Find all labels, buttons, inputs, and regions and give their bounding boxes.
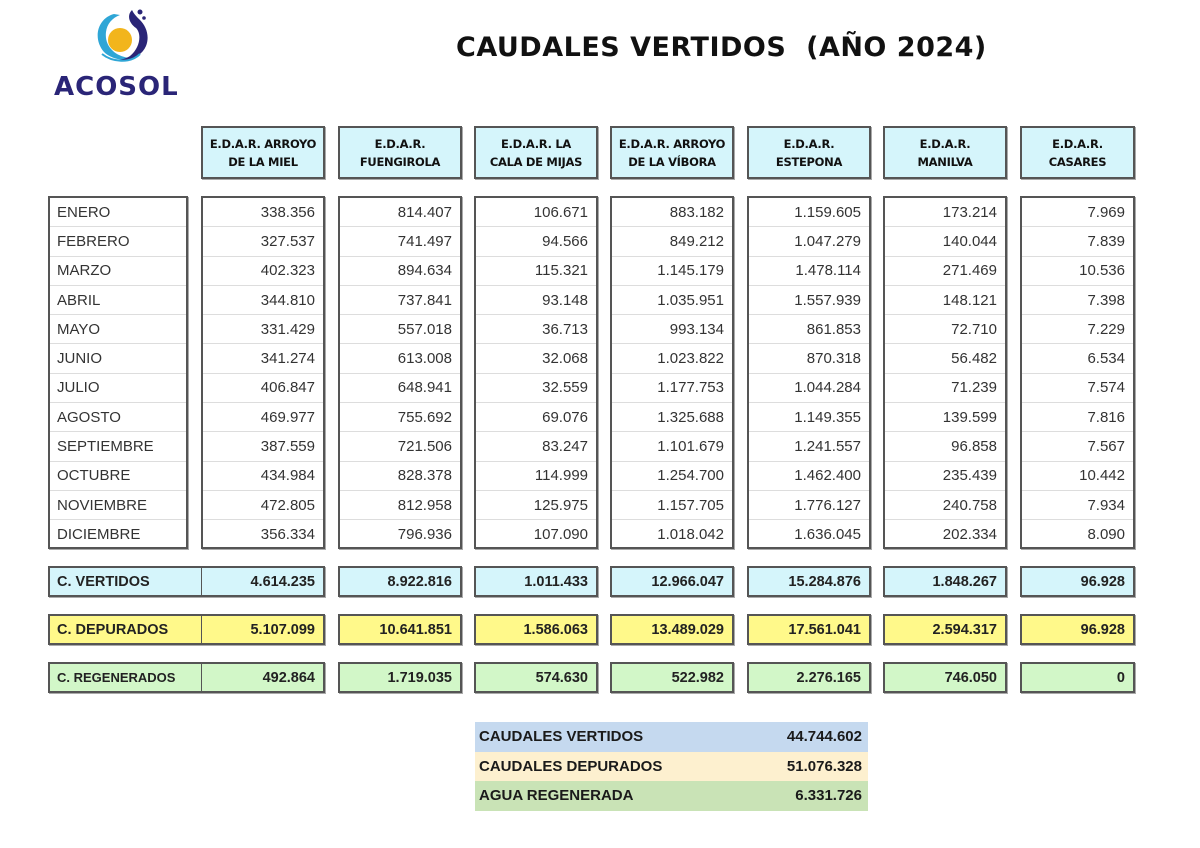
summary-table: [475, 722, 868, 811]
plant-data-column: [747, 196, 871, 549]
monthly-value-cell: 721.506: [340, 432, 460, 461]
monthly-value-cell: 356.334: [260, 526, 315, 544]
page-title: CAUDALES VERTIDOS (AÑO 2024): [456, 32, 987, 63]
month-label: MARZO: [50, 257, 186, 286]
monthly-value-cell: 106.671: [476, 198, 596, 227]
plant-data-column: [474, 196, 598, 549]
total-depurados-cell: 5.107.099: [201, 614, 325, 645]
total-regenerados-cell: 492.864: [201, 662, 325, 693]
summary-label: CAUDALES VERTIDOS: [479, 728, 644, 746]
plant-data-column: [883, 196, 1007, 549]
monthly-value-cell: 7.934: [1022, 491, 1133, 520]
total-label-regenerados: C. REGENERADOS: [48, 662, 202, 693]
plant-header-manilva: E.D.A.R. MANILVA: [883, 126, 1007, 179]
total-depurados-cell: 13.489.029: [610, 614, 734, 645]
monthly-value-cell: 1.177.753: [612, 374, 732, 403]
monthly-value-cell: 814.407: [340, 198, 460, 227]
monthly-value-cell: 1.035.951: [612, 286, 732, 315]
monthly-value-cell: 434.984: [203, 462, 323, 491]
monthly-value-cell: 7.574: [1022, 374, 1133, 403]
month-label: FEBRERO: [50, 227, 186, 256]
total-vertidos-cell: 1.848.267: [883, 566, 1007, 597]
total-vertidos-cell: 12.966.047: [610, 566, 734, 597]
monthly-value-cell: 1.776.127: [749, 491, 869, 520]
monthly-value-cell: 828.378: [340, 462, 460, 491]
monthly-value-cell: 1.325.688: [612, 403, 732, 432]
monthly-value-cell: 7.398: [1022, 286, 1133, 315]
monthly-value-cell: 741.497: [340, 227, 460, 256]
monthly-value-cell: 993.134: [612, 315, 732, 344]
monthly-value-cell: 7.229: [1022, 315, 1133, 344]
plant-data-column: [610, 196, 734, 549]
total-vertidos-cell: 96.928: [1020, 566, 1135, 597]
monthly-value-cell: 1.023.822: [612, 344, 732, 373]
month-label: ENERO: [50, 198, 186, 227]
plant-data-column: [1020, 196, 1135, 549]
month-label: SEPTIEMBRE: [50, 432, 186, 461]
monthly-value-cell: 1.157.705: [612, 491, 732, 520]
monthly-value-cell: 93.148: [476, 286, 596, 315]
monthly-value-cell: 849.212: [612, 227, 732, 256]
monthly-value-cell: 96.858: [885, 432, 1005, 461]
monthly-value-cell: 115.321: [476, 257, 596, 286]
monthly-value-cell: 1.044.284: [749, 374, 869, 403]
total-regenerados-cell: 1.719.035: [338, 662, 462, 693]
plant-header-arroyo-miel: E.D.A.R. ARROYO DE LA MIEL: [201, 126, 325, 179]
plant-header-arroyo-vibora: E.D.A.R. ARROYO DE LA VÍBORA: [610, 126, 734, 179]
monthly-value-cell: 7.839: [1022, 227, 1133, 256]
monthly-value-cell: 114.999: [476, 462, 596, 491]
monthly-value-cell: 69.076: [476, 403, 596, 432]
monthly-value-cell: 94.566: [476, 227, 596, 256]
month-label: OCTUBRE: [50, 462, 186, 491]
plant-header-cala-mijas: E.D.A.R. LA CALA DE MIJAS: [474, 126, 598, 179]
monthly-value-cell: 402.323: [203, 257, 323, 286]
total-label-vertidos: C. VERTIDOS: [48, 566, 202, 597]
month-label: AGOSTO: [50, 403, 186, 432]
plant-data-column: [201, 196, 325, 549]
total-vertidos-cell: 15.284.876: [747, 566, 871, 597]
monthly-value-cell: 148.121: [885, 286, 1005, 315]
monthly-value-cell: 883.182: [612, 198, 732, 227]
monthly-value-cell: 755.692: [340, 403, 460, 432]
monthly-value-cell: 271.469: [885, 257, 1005, 286]
total-depurados-cell: 17.561.041: [747, 614, 871, 645]
monthly-value-cell: 338.356: [203, 198, 323, 227]
monthly-value-cell: 1.145.179: [612, 257, 732, 286]
monthly-value-cell: 344.810: [203, 286, 323, 315]
monthly-value-cell: 7.567: [1022, 432, 1133, 461]
monthly-value-cell: 1.241.557: [749, 432, 869, 461]
monthly-value-cell: 613.008: [340, 344, 460, 373]
monthly-value-cell: 173.214: [885, 198, 1005, 227]
monthly-value-cell: 870.318: [749, 344, 869, 373]
monthly-value-cell: 469.977: [203, 403, 323, 432]
month-label: MAYO: [50, 315, 186, 344]
plant-header-estepona: E.D.A.R. ESTEPONA: [747, 126, 871, 179]
monthly-value-cell: 140.044: [885, 227, 1005, 256]
monthly-value-cell: 1.254.700: [612, 462, 732, 491]
monthly-value-cell: 648.941: [340, 374, 460, 403]
monthly-value-cell: 7.969: [1022, 198, 1133, 227]
month-label: ABRIL: [50, 286, 186, 315]
monthly-value-cell: 341.274: [203, 344, 323, 373]
monthly-value-cell: 1.149.355: [749, 403, 869, 432]
summary-value: 44.744.602: [786, 728, 862, 746]
monthly-value-cell: 107.090: [533, 526, 588, 544]
monthly-value-cell: 8.090: [1087, 526, 1125, 544]
total-regenerados-cell: 2.276.165: [747, 662, 871, 693]
total-depurados-cell: 96.928: [1020, 614, 1135, 645]
total-depurados-cell: 1.586.063: [474, 614, 598, 645]
monthly-value-cell: 125.975: [476, 491, 596, 520]
monthly-value-cell: 812.958: [340, 491, 460, 520]
monthly-value-cell: 737.841: [340, 286, 460, 315]
total-regenerados-cell: 746.050: [883, 662, 1007, 693]
monthly-value-cell: 387.559: [203, 432, 323, 461]
monthly-value-cell: 796.936: [397, 526, 452, 544]
total-regenerados-cell: 522.982: [610, 662, 734, 693]
monthly-value-cell: 72.710: [885, 315, 1005, 344]
plant-header-fuengirola: E.D.A.R. FUENGIROLA: [338, 126, 462, 179]
monthly-value-cell: 472.805: [203, 491, 323, 520]
monthly-value-cell: 83.247: [476, 432, 596, 461]
summary-row-regenerada: [475, 781, 868, 811]
monthly-value-cell: 1.159.605: [749, 198, 869, 227]
total-depurados-cell: 2.594.317: [883, 614, 1007, 645]
month-label: DICIEMBRE: [57, 526, 141, 544]
summary-value: 51.076.328: [786, 757, 862, 775]
total-vertidos-cell: 1.011.433: [474, 566, 598, 597]
month-column: [48, 196, 188, 549]
monthly-value-cell: 327.537: [203, 227, 323, 256]
monthly-value-cell: 56.482: [885, 344, 1005, 373]
total-regenerados-cell: 574.630: [474, 662, 598, 693]
monthly-value-cell: 202.334: [942, 526, 997, 544]
month-label: NOVIEMBRE: [50, 491, 186, 520]
monthly-value-cell: 331.429: [203, 315, 323, 344]
monthly-value-cell: 1.101.679: [612, 432, 732, 461]
summary-value: 6.331.726: [795, 787, 862, 805]
monthly-value-cell: 894.634: [340, 257, 460, 286]
total-depurados-cell: 10.641.851: [338, 614, 462, 645]
monthly-value-cell: 139.599: [885, 403, 1005, 432]
total-regenerados-cell: 0: [1020, 662, 1135, 693]
monthly-value-cell: 10.536: [1022, 257, 1133, 286]
monthly-value-cell: 6.534: [1022, 344, 1133, 373]
monthly-value-cell: 7.816: [1022, 403, 1133, 432]
plant-header-casares: E.D.A.R. CASARES: [1020, 126, 1135, 179]
monthly-value-cell: 235.439: [885, 462, 1005, 491]
monthly-value-cell: 10.442: [1022, 462, 1133, 491]
summary-row-depurados: [475, 752, 868, 782]
month-label: JUNIO: [50, 344, 186, 373]
monthly-value-cell: 32.068: [476, 344, 596, 373]
acosol-logo: [52, 6, 192, 102]
summary-row-vertidos: [475, 722, 868, 752]
monthly-value-cell: 36.713: [476, 315, 596, 344]
monthly-value-cell: 1.636.045: [794, 526, 861, 544]
total-label-depurados: C. DEPURADOS: [48, 614, 202, 645]
monthly-value-cell: 861.853: [749, 315, 869, 344]
month-label: JULIO: [50, 374, 186, 403]
monthly-value-cell: 1.462.400: [749, 462, 869, 491]
summary-label: AGUA REGENERADA: [479, 787, 634, 805]
monthly-value-cell: 1.478.114: [749, 257, 869, 286]
monthly-value-cell: 1.018.042: [657, 526, 724, 544]
monthly-value-cell: 240.758: [885, 491, 1005, 520]
total-vertidos-cell: 8.922.816: [338, 566, 462, 597]
logo-text: ACOSOL: [54, 72, 179, 102]
monthly-value-cell: 32.559: [476, 374, 596, 403]
total-vertidos-cell: 4.614.235: [201, 566, 325, 597]
acosol-emblem-icon: [90, 6, 152, 68]
monthly-value-cell: 557.018: [340, 315, 460, 344]
monthly-value-cell: 71.239: [885, 374, 1005, 403]
monthly-value-cell: 1.047.279: [749, 227, 869, 256]
plant-data-column: [338, 196, 462, 549]
monthly-value-cell: 406.847: [203, 374, 323, 403]
summary-label: CAUDALES DEPURADOS: [479, 757, 663, 775]
monthly-value-cell: 1.557.939: [749, 286, 869, 315]
